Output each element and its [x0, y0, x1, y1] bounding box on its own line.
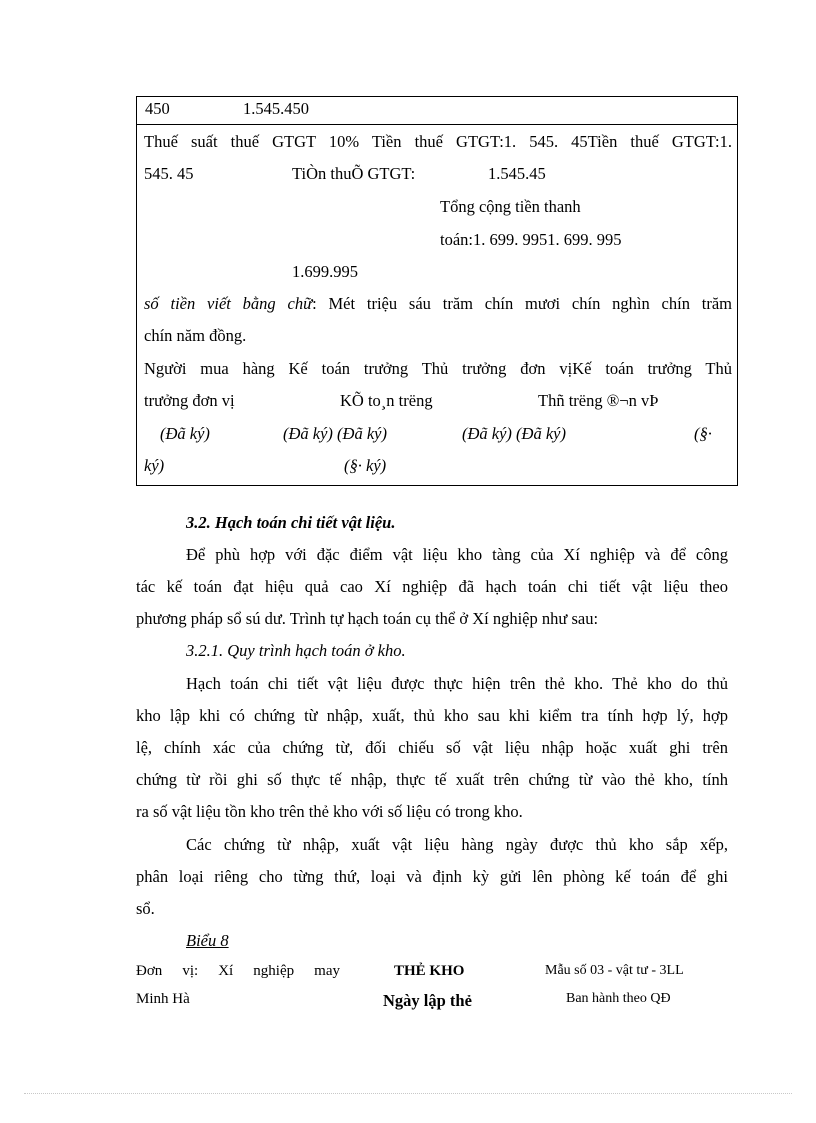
form-label: Biểu 8: [186, 931, 229, 950]
signed-mark-2: (Đã ký) (Đã ký): [283, 424, 387, 443]
total-label: Tổng cộng tiền thanh: [440, 197, 581, 216]
form-number: Mẫu số 03 - vật tư - 3LL: [545, 963, 684, 978]
para1-line2: tác kế toán đạt hiệu quả cao Xí nghiệp đã hạch toán chi tiết vật liệu theo: [136, 577, 728, 596]
para3-line2: phân loại riêng cho từng thứ, loại và định kỳ gửi lên phòng kế toán để ghi: [136, 867, 728, 886]
unit-line-2: Minh Hà: [136, 991, 190, 1007]
para2-line1: Hạch toán chi tiết vật liệu được thực hiện trên thẻ kho. Thẻ kho do thủ: [186, 674, 728, 693]
section-heading: 3.2. Hạch toán chi tiết vật liệu.: [186, 513, 396, 532]
signatures-line-2a: trưởng đơn vị: [144, 391, 235, 410]
signed-mark-6: (§· ký): [344, 456, 387, 475]
signed-mark-4: (§·: [694, 424, 712, 443]
para3-line3: sổ.: [136, 899, 155, 918]
total-value: 1.699.995: [292, 262, 358, 281]
para1-line1: Để phù hợp với đặc điểm vật liệu kho tàng của Xí nghiệp và để công: [186, 545, 728, 564]
issued-by: Ban hành theo QĐ: [566, 991, 671, 1006]
form-title: THẺ KHO: [394, 963, 465, 979]
para2-line3: lệ, chính xác của chứng từ, đối chiếu số vật liệu nhập hoặc xuất ghi trên: [136, 738, 728, 757]
signed-mark-5: ký): [144, 456, 165, 475]
tax-line-2-label: TiÒn thuÕ GTGT:: [292, 164, 416, 183]
total-payment: toán:1. 699. 9951. 699. 995: [440, 230, 622, 249]
date-label: Ngày lập thẻ: [383, 991, 472, 1010]
amount-in-words: [144, 294, 732, 314]
tax-line-2-value: 545. 45: [144, 164, 194, 183]
signatures-line-2c: Thñ trëng ®¬n vÞ: [538, 391, 659, 410]
tax-line-1: Thuế suất thuế GTGT 10% Tiền thuế GTGT:1. 545. 45Tiền thuế GTGT:1.: [144, 132, 732, 151]
table-divider: [136, 124, 738, 125]
page-footer-line: [24, 1093, 792, 1094]
row-quantity: 450: [145, 99, 170, 118]
amount-in-words-label: số tiền viết bằng chữ: [144, 294, 313, 313]
row-amount: 1.545.450: [243, 99, 309, 118]
signed-mark-1: (Đã ký): [160, 424, 210, 443]
tax-line-2-amount: 1.545.45: [488, 164, 546, 183]
para2-line4: chứng từ rồi ghi số thực tế nhập, thực tế xuất trên chứng từ vào thẻ kho, tính: [136, 770, 728, 789]
signed-mark-3: (Đã ký) (Đã ký): [462, 424, 566, 443]
amount-in-words-text: : Mét triệu sáu trăm chín mươi chín nghìn chín trăm: [312, 294, 732, 313]
para2-line5: ra số vật liệu tồn kho trên thẻ kho với số liệu có trong kho.: [136, 802, 523, 821]
signatures-line-2b: KÕ to¸n trëng: [340, 391, 433, 410]
signatures-line-1: Người mua hàng Kế toán trưởng Thủ trưởng đơn vịKế toán trưởng Thủ: [144, 359, 732, 378]
invoice-table: [136, 96, 738, 486]
para1-line3: phương pháp sổ sú dư. Trình tự hạch toán cụ thể ở Xí nghiệp như sau:: [136, 609, 599, 628]
para2-line2: kho lập khi có chứng từ nhập, xuất, thủ kho sau khi kiểm tra tính hợp lý, hợp: [136, 706, 728, 725]
sub-heading: 3.2.1. Quy trình hạch toán ở kho.: [186, 641, 406, 660]
amount-in-words-cont: chín năm đồng.: [144, 326, 247, 345]
unit-line-1: Đơn vị: Xí nghiệp may: [136, 963, 340, 979]
para3-line1: Các chứng từ nhập, xuất vật liệu hàng ngày được thủ kho sắp xếp,: [186, 835, 728, 854]
